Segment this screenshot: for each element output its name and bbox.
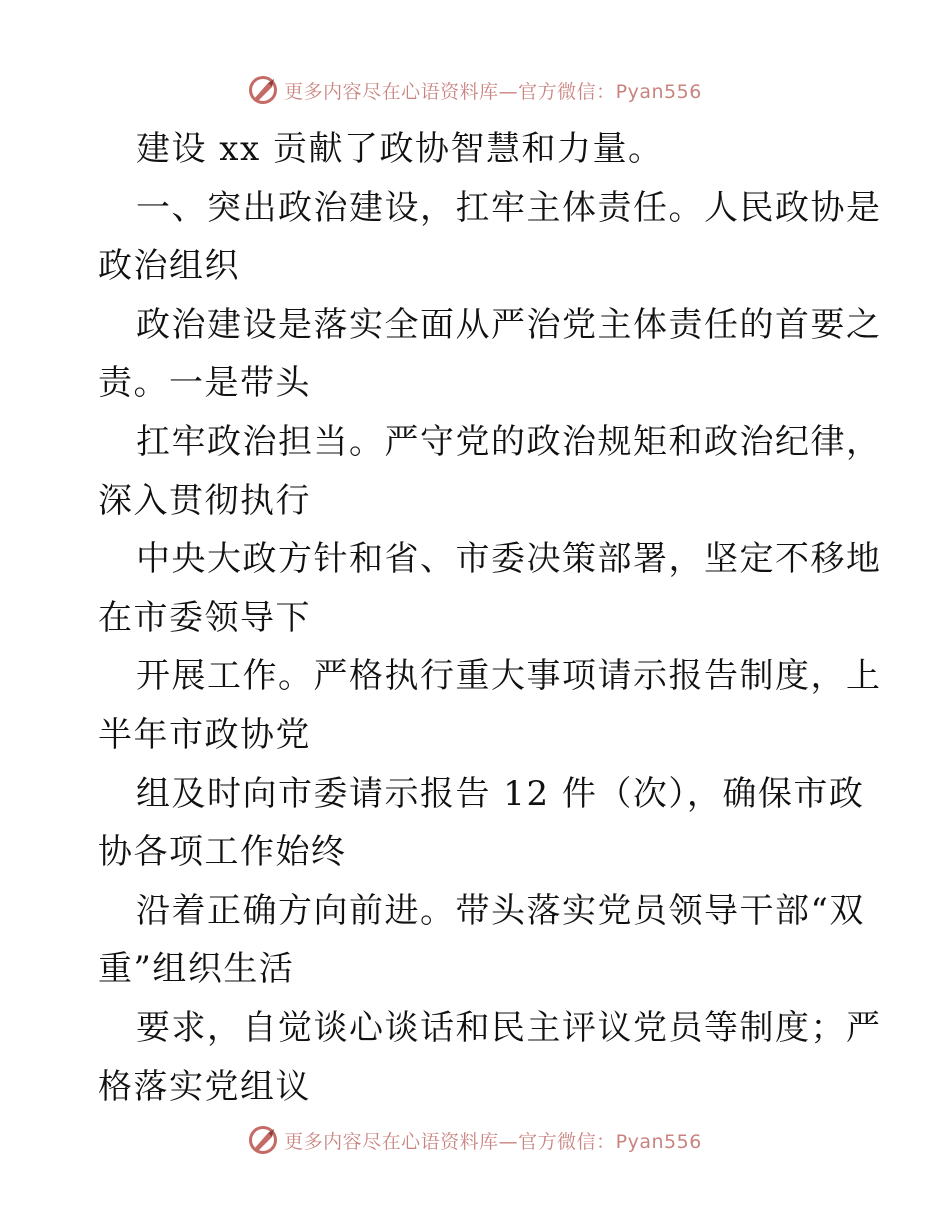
pen-logo-icon [248,1125,278,1155]
document-body [98,120,882,1116]
text-line: 半年市政协党 [98,714,311,755]
text-line: 政治组织 [98,246,240,287]
text-line: 中央大政方针和省、市委决策部署，坚定不移地 [136,539,882,580]
text-line: 要求，自觉谈心谈话和民主评议党员等制度；严 [136,1007,882,1048]
text-line: 深入贯彻执行 [98,480,311,521]
text-line: 重”组织生活 [98,949,295,990]
text-line: 沿着正确方向前进。带头落实党员领导干部“双 [136,890,865,931]
text-line: 政治建设是落实全面从严治党主体责任的首要之 [136,304,882,345]
text-line: 建设 xx 贡献了政协智慧和力量。 [136,129,664,169]
footer-watermark-banner [0,1120,950,1160]
text-line: 责。一是带头 [98,363,311,404]
text-line: 在市委领导下 [98,597,311,638]
text-line: 开展工作。严格执行重大事项请示报告制度，上 [136,656,882,697]
pen-logo-icon [248,75,278,105]
text-line: 扛牢政治担当。严守党的政治规矩和政治纪律， [136,421,882,462]
header-watermark-banner [0,70,950,110]
text-line: 一、突出政治建设，扛牢主体责任。人民政协是 [136,187,882,228]
watermark-text: 更多内容尽在心语资料库—官方微信：Pyan556 [284,1130,702,1153]
text-line: 协各项工作始终 [98,832,347,873]
text-line: 组及时向市委请示报告 12 件（次），确保市政 [136,773,865,814]
watermark-text: 更多内容尽在心语资料库—官方微信：Pyan556 [284,80,702,103]
text-line: 格落实党组议 [98,1066,311,1107]
